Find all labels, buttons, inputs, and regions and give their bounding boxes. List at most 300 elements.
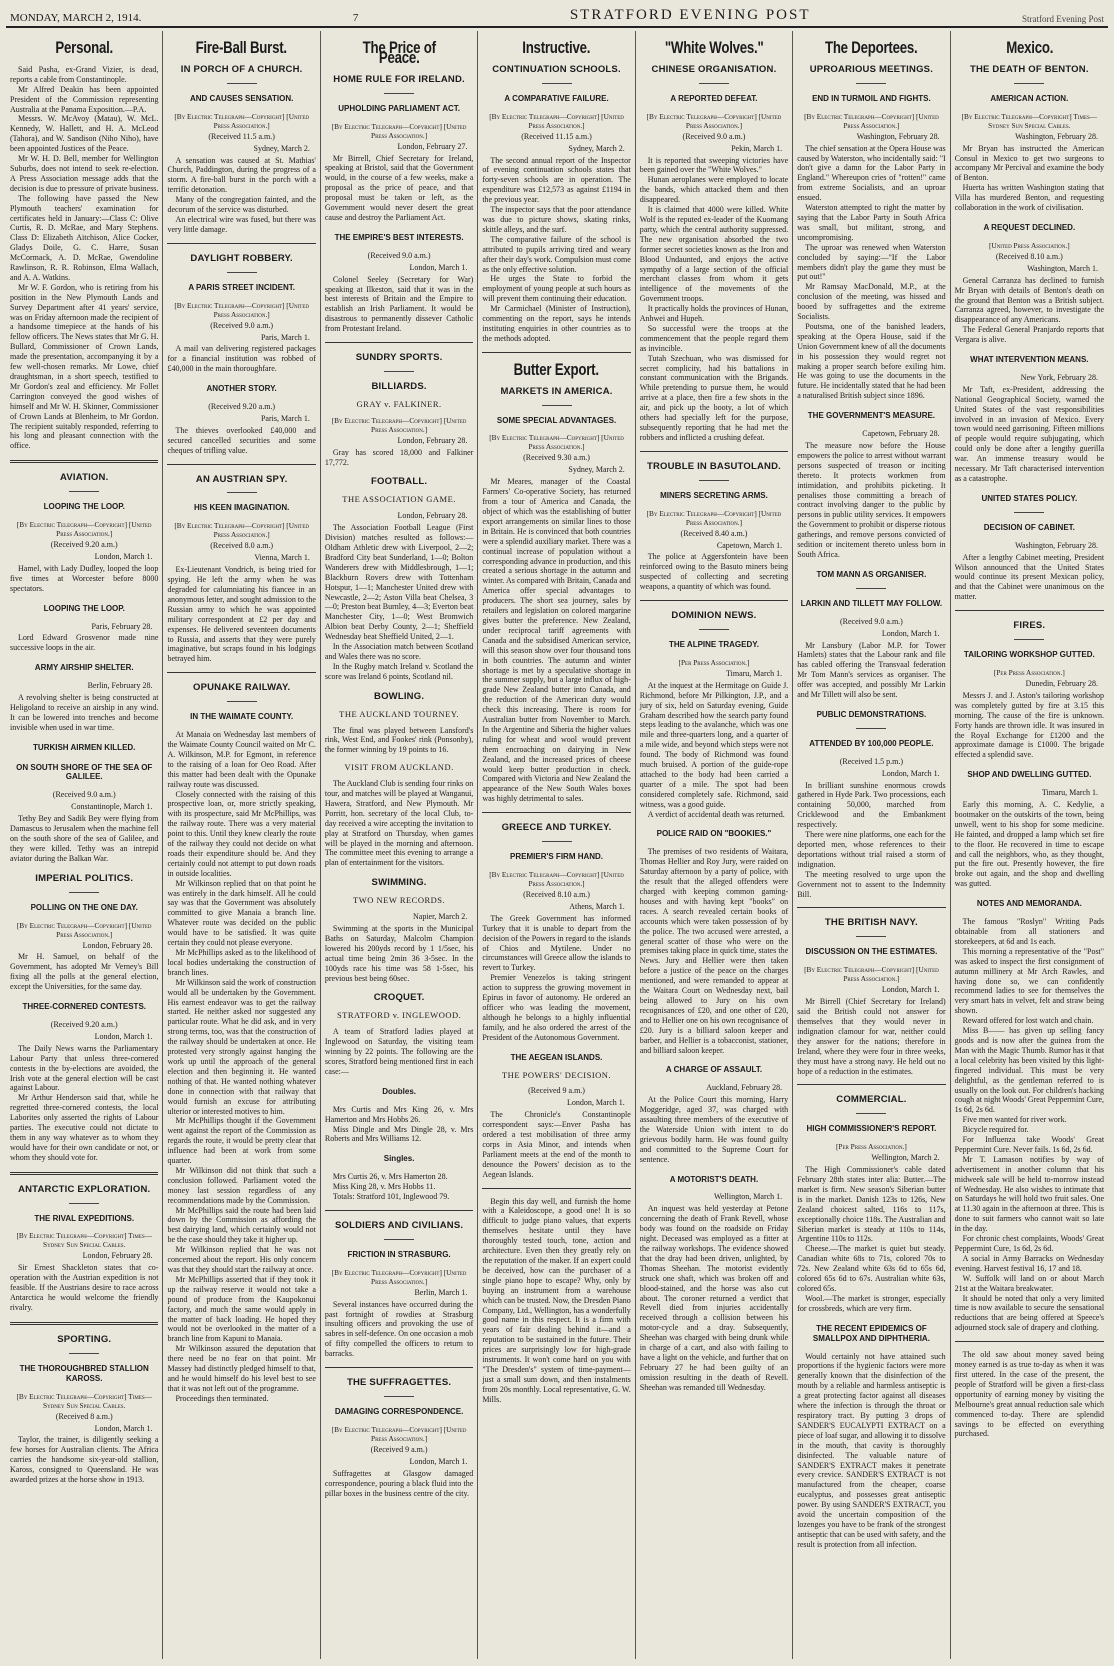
paragraph: Early this morning, A. C. Kedylie, a bootmaker on the outskirts of the town, being unwell, went to his shop for some medicine. He fainted, and dropped a lamp which set fire to the floor. He recovered in time to escape and call the neighbors, who, as they thought, put the fire out. Presently however, the fire broke out again, and the shop and dwelling was gutted.	[954, 800, 1105, 889]
section-title: The Deportees.	[825, 38, 918, 57]
subheadline: END IN TURMOIL AND FIGHTS.	[812, 93, 931, 103]
divider	[482, 812, 630, 813]
paragraph: It practically holds the provinces of Hunan, Anhwei and Hupeh.	[639, 304, 789, 324]
divider	[227, 492, 257, 493]
paragraph: Mr Wilkinson assured the deputation that there need be no fear on that point. Mr Massey had distinctly pledged himself to that, and he would himself do his level best to see that it was not left out of the programme.	[167, 1344, 316, 1393]
dateline: Capetown, February 28.	[862, 429, 940, 439]
divider	[227, 272, 257, 273]
paragraph: At the inquest at the Hermitage on Guide J. Richmond, before Mr Pilkington, J.P., and a jury of six, held on Saturday evening, Guide Graham described how the search party found steps leading to the avalanche, which was one mile and three-quarters long, and a quarter of a mile wide, and beyond which steps were not found. The body of Richmond was found much bruised. A portion of the guide-rope attached to the body had been carried a quarter of a mile. The spot had been considered completely safe. Richmond, said witness, was a good guide.	[639, 680, 789, 809]
paragraph: There were nine platforms, one each for the deported men, whose references to their deportations without trial raised a storm of indignation.	[797, 830, 946, 869]
paragraph: A social in Army Barracks on Wednesday evening. Harvest festival 16, 17 and 18.	[954, 1253, 1105, 1273]
paragraph: The High Commissioner's cable dated February 28th states inter alia: Butter.—The market is firm. New season's Siberian butter is in the market. Danish 123s to 126s, New Zealand choicest salted, 116s to 117s, exceptionally choice 118s. The Australian and Siberian market is steady at 110s to 114s, Argentine 110s to 112s.	[797, 1165, 946, 1244]
paragraph: Mr Birrell (Chief Secretary for Ireland) said the British could not answer for themselves that they would never in indignation clamour for war, neither could they answer for the nations; therefore in Ireland, where they were four in three weeks, they must have a strong navy. He held out no hope of a reduction in the estimates.	[797, 997, 946, 1076]
subheadline: THE EMPIRE'S BEST INTERESTS.	[334, 232, 464, 242]
headline: SUNDRY SPORTS.	[355, 352, 443, 364]
divider	[640, 600, 788, 601]
subheadline: THE ALPINE TRAGEDY.	[669, 639, 759, 649]
paragraph: Mrs Curtis 26, v. Mrs Hamerton 28.	[332, 1172, 448, 1182]
paragraph: A verdict of accidental death was returned.	[647, 809, 785, 819]
column-4	[478, 31, 635, 1659]
subheadline: MINERS SECRETING ARMS.	[660, 490, 768, 500]
wire-credit: [By Electric Telegraph—Copyright] [United Press Association.]	[804, 965, 939, 984]
divider	[10, 1172, 158, 1175]
paragraph: Waterston attempted to right the matter by saying that the Labor Party in South Africa was small, but militant, strong, and uncompromising.	[797, 203, 946, 242]
headline: CROQUET.	[373, 992, 425, 1004]
headline: OPUNAKE RAILWAY.	[192, 682, 291, 694]
paragraph: It is reported that sweeping victories have been gained over the "White Wolves."	[639, 155, 789, 175]
dateline: Paris, March 1.	[260, 332, 310, 342]
wire-credit: [By Electric Telegraph—Copyright] [United Press Association.]	[489, 433, 624, 452]
subheadline: SOME SPECIAL ADVANTAGES.	[496, 415, 617, 425]
dateline: Sydney, March 2.	[568, 143, 625, 153]
divider	[856, 588, 886, 589]
paragraph: Tutah Szechuan, who was dismissed for secret complicity, had his battalions in constant communication with the Brigands. While pretending to pursue them, he would arrive at a place, then fire a few shots in the air, and pick up the booty, a lot of which others had specially left for the purpose, subsequently reporting that he had met the robbers and inflicted a crushing defeat.	[639, 353, 789, 442]
received-time: (Received 8.10 a.m.)	[995, 251, 1063, 261]
paragraph: It should be noted that only a very limited time is now available to secure the sensational reductions that are being offered at Speece's adjourned stock sale of drapery and clothing.	[954, 1293, 1105, 1333]
divider	[955, 1341, 1104, 1342]
subheadline: TWO NEW RECORDS.	[353, 895, 446, 906]
paragraph: The thieves overlooked £40,000 and secured cancelled securities and some cheques of trifling value.	[167, 425, 316, 455]
dateline: London, February 28.	[397, 435, 468, 445]
dateline: Wellington, March 2.	[871, 1153, 940, 1163]
paragraph: Would certainly not have attained such proportions if the hygienic factors were more generally known that the disinfection of the mouth by a reliable and harmless antiseptic is a great protecting factor against all diseases where the infection is through the throat or respiratory tract. By putting 3 drops of SANDER'S EUCALYPTI EXTRACT on a piece of loaf sugar, and allowing it to dissolve in the mouth, that cavity is thoroughly disinfected. The valuable nature of SANDER'S EXTRACT makes it penetrate every crevice. SANDER'S EXTRACT is not manufactured from the cheaper, coarse eucalyptus, and possesses great antiseptic power. By using SANDER'S EXTRACT, you avoid the uncertain composition of the lozenges you have to be frank of the strongest antiseptic that can be used with safety, and the result is protection from all infection.	[797, 1351, 946, 1549]
subheadline: ANOTHER STORY.	[206, 384, 277, 394]
received-time: (Received 9.20 a.m.)	[208, 402, 276, 412]
divider	[167, 464, 315, 465]
headline: SOLDIERS AND CIVILIANS.	[334, 1219, 464, 1231]
wire-credit: [By Electric Telegraph—Copyright] [United Press Association.]	[489, 111, 624, 130]
subheadline: TURKISH AIRMEN KILLED.	[33, 742, 136, 752]
headline: DOMINION NEWS.	[671, 610, 757, 622]
divider	[384, 371, 414, 372]
divider	[699, 629, 729, 630]
wire-credit: [United Press Association.]	[989, 240, 1070, 250]
divider	[10, 460, 158, 463]
paragraph: Wool.—The market is stronger, especially for crossbreds, which are very firm.	[797, 1293, 946, 1313]
subheadline: GRAY v. FALKINER.	[356, 398, 442, 409]
paragraph: Huerta has written Washington stating that Villa has murdered Benton, and requesting collaboration in the work of civilisation.	[954, 183, 1105, 213]
wire-credit: [By Electric Telegraph—Copyright] [United Press Association.]	[331, 1267, 467, 1286]
received-time: (Received 8 a.m.)	[55, 1411, 113, 1421]
paragraph: A mail van delivering registered packages for a financial institution was robbed of £40,000 in the main thoroughfare.	[167, 344, 316, 374]
paragraph: In brilliant sunshine enormous crowds gathered in Hyde Park. Two processions, each containing 50,000, marched from Cricklewood and the Embankment respectively.	[797, 780, 946, 830]
paragraph: W. Suffolk will land on or about March 21st at the Waitara breakwater.	[954, 1273, 1105, 1293]
dateline: London, March 1.	[409, 1456, 468, 1466]
received-time: (Received 9.0 a.m.)	[367, 250, 431, 260]
paragraph: The Greek Government has informed Turkey that it is unable to depart from the decision of the Powers in regard to the islands of Chios and Mytilene. Under no circumstances will Greece allow the islands to revert to Turkey.	[482, 913, 631, 973]
dateline: London, March 1.	[409, 262, 468, 272]
dateline: Washington, March 1.	[1027, 263, 1099, 273]
paragraph: Ex-Lieutenant Vondrich, is being tried for spying. He left the army when he was degraded for calumniating his fiancee in an anonymous letter, and sought admission to the Russian army to which he was appointed military correspondent at £2 per day and expenses. He delivered seventeen documents to Russia, and asserts that they were purely imaginative, but scraps found in his lodgings betrayed him.	[167, 565, 316, 664]
paragraph: This morning a representative of the "Post" was asked to inspect the first consignment of autumn millinery at Mr Arch Rawles, and having done so, we can confidently recommend ladies to see for themselves the very smart hats in velvet, felt and straw being shown.	[954, 946, 1105, 1016]
subheadline: Doubles.	[382, 1086, 416, 1096]
headline: GREECE AND TURKEY.	[501, 822, 612, 834]
subheadline: THE THOROUGHBRED STALLION KAROSS.	[19, 1363, 149, 1383]
dateline: Sydney, March 2.	[568, 465, 625, 475]
received-time: (Received 11.5 a.m.)	[208, 131, 275, 141]
subheadline: THE POWERS' DECISION.	[501, 1069, 612, 1080]
paragraph: The second annual report of the Inspector of evening continuation schools states that forty-seven schools are in operation. The expenditure was £12,573 as against £1194 in the previous year.	[482, 155, 631, 205]
wire-credit: [By Electric Telegraph—Copyright] [United Press Association.]	[331, 415, 467, 434]
paragraph: For chronic chest complaints, Woods' Great Peppermint Cure, 1s 6d, 2s 6d.	[954, 1234, 1105, 1253]
paragraph: It is claimed that 4000 were killed. White Wolf is the reputed ex-leader of the Kuomang party, which the central authority suppressed. The new organisation absorbed the two former secret societies known as the Iron and Blood Undaunted, and enjoys the active sympathy of a large section of the official merchant classes from whom it gets intelligence of the movements of the Government troops.	[639, 205, 789, 304]
paragraph: Lord Edward Grosvenor made nine successive loops in the air.	[10, 633, 159, 653]
dateline: London, March 1.	[94, 1031, 153, 1041]
subheadline: A REPORTED DEFEAT.	[670, 93, 758, 103]
divider	[856, 83, 886, 84]
subheadline: A COMPARATIVE FAILURE.	[504, 93, 609, 103]
paragraph: Mr Birrell, Chief Secretary for Ireland, speaking at Bristol, said that the Government would, in the course of a few weeks, make a proposal as the price of peace, and that proposal must be taken or left, as the Government would never desert the great cause and destroy the Parliament Act.	[324, 153, 474, 222]
subheadline: VISIT FROM AUCKLAND.	[344, 762, 454, 773]
received-time: (Received 9 a.m.)	[370, 1444, 428, 1454]
headline: THE SUFFRAGETTES.	[346, 1377, 452, 1389]
divider	[1014, 639, 1044, 640]
dateline: London, March 1.	[566, 1098, 625, 1108]
received-time: (Received 9.20 a.m.)	[50, 540, 118, 550]
headline: TROUBLE IN BASUTOLAND.	[646, 460, 781, 472]
divider	[1014, 83, 1044, 84]
masthead-right: Stratford Evening Post	[1021, 14, 1104, 24]
headline: AN AUSTRIAN SPY.	[195, 473, 288, 485]
received-time: (Received 8.10 a.m.)	[523, 890, 590, 899]
paragraph: Mr T. Lamason notifies by way of advertisement in another column that his midweek sale will be held to-morrow instead of Wednesday. He also wishes to intimate that on Saturdays he will hold two fruit sales. One at 11.30 again in the afternoon at three. This is done to suit farmers who cannot wait so late in the day.	[954, 1154, 1105, 1234]
divider	[227, 701, 257, 702]
headline: SPORTING.	[57, 1333, 112, 1345]
paragraph: Mr Carmichael (Minister of Instruction), commenting on the report, says he intends instituting enquiries in other countries as to the methods adopted.	[482, 304, 631, 343]
divider	[797, 907, 945, 908]
paragraph: Miss B—— has given up selling fancy goods and is now after the guinea from the Man with the Magic Thumb. Rumor has it that a local celebrity has been visited by this light-fingered individual. This must be very delightful, as the gentleman referred to is usually on the look out. For children's hacking cough at night Woods' Great Peppermint Cure, 1s 6d, 2s 6d.	[954, 1026, 1105, 1115]
paragraph: The Chronicle's Constantinople correspondent says:—Enver Pasha has ordered a test mobilisation of three army corps in Asia Minor, and intends when Parliament meets at the end of the month to denounce the Powers' decision as to the Aegean Islands.	[482, 1110, 631, 1179]
received-time: (Received 9.0 a.m.)	[52, 790, 116, 800]
subheadline: AND CAUSES SENSATION.	[189, 93, 294, 103]
paragraph: Mr Wilkinson did not think that such a conclusion followed. Parliament voted the money last session regardless of any recommendations made by the Commission.	[167, 1165, 316, 1205]
paragraph: The uproar was renewed when Waterston concluded by saying:—"If the Labor members didn't play the game they must be put out!"	[797, 242, 946, 282]
dateline: Timaru, March 1.	[726, 668, 783, 678]
paragraph: Miss Dingle and Mrs Dingle 28, v. Mrs Roberts and Mrs Williams 12.	[324, 1124, 474, 1144]
paragraph: Mr Arthur Henderson said that, while he regretted three-cornered contests, the local Laborites only asserted the rights of Labour parties. The executive could not dictate to them in any way whatever as to whom they would have for their own candidate or not, or whom they should vote for.	[10, 1093, 159, 1162]
subheadline: HIGH COMMISSIONER'S REPORT.	[806, 1124, 937, 1134]
section-title: Instructive.	[522, 38, 591, 57]
issue-date: MONDAY, MARCH 2, 1914.	[10, 12, 142, 24]
wire-credit: [By Electric Telegraph—Copyright] [United Press Association.]	[174, 300, 309, 319]
dateline: London, March 1.	[881, 628, 940, 638]
dateline: Athens, March 1.	[569, 901, 625, 911]
subheadline: THREE-CORNERED CONTESTS.	[22, 1002, 146, 1012]
paragraph: Poutsma, one of the banished leaders, speaking at the Opera House, said if the Union Government knew of all the documents in his possession they would regret not making a proper search before exiling him. He was going to use the documents in the future. He incidentally stated that he had been a naturalised British subject since 1896.	[797, 321, 946, 401]
subheadline: THE ASSOCIATION GAME.	[342, 494, 456, 505]
paragraph: Mrs Curtis and Mrs King 26, v. Mrs Hamerton and Mrs Hobbs 26.	[324, 1104, 474, 1124]
dateline: Pekin, March 1.	[731, 143, 783, 153]
subheadline: DAMAGING CORRESPONDENCE.	[334, 1407, 464, 1416]
column-6	[793, 31, 950, 1659]
wire-credit: [Per Press Association.]	[678, 657, 750, 667]
dateline: London, February 28.	[82, 1251, 153, 1261]
paragraph: In the Rugby match Ireland v. Scotland the score was Ireland 6 points, Scotland nil.	[324, 661, 474, 681]
paragraph: The comparative failure of the school is attributed to pupils arriving tired and weary after their day's work. Compulsion must come as the only effective solution.	[482, 234, 631, 274]
paragraph: Mr Ramsay MacDonald, M.P., at the conclusion of the meeting, was hissed and booed by suffragettes and the extreme Socialists.	[797, 282, 946, 322]
paragraph: So successful were the troops at the commencement that the people regard them as invincible.	[639, 323, 789, 353]
received-time: (Received 11.15 a.m.)	[521, 131, 592, 141]
paragraph: Taylor, the trainer, is diligently seeking a few horses for Australian clients. The Africa carries the handsome six-year-old stallion, Kaross, consigned to Queensland. He was awarded prizes at the horse show in 1913.	[10, 1435, 159, 1485]
paragraph: A sensation was caused at St. Mathias' Church, Paddington, during the progress of a storm. A fire-ball burst in the porch with a terrific detonation.	[167, 155, 316, 195]
divider	[542, 83, 572, 84]
subheadline: STRATFORD v. INGLEWOOD.	[336, 1010, 462, 1021]
paragraph: The final was played between Lansford's rink, West End, and Fookes' rink (Ponsonby), the former winning by 19 points to 16.	[324, 725, 474, 755]
paragraph: The premises of two residents of Waitara, Thomas Hellier and Roy Jury, were raided on Saturday afternoon by a party of police, with the result that the alleged offenders were charged with keeping common gaming-houses and with having kept "books" on races. A search revealed certain books of accounts which were taken possession of by the police. The two accused were arrested, a general scatter of those who were on the premises taking place in quick time, states the News. Jury and Hellier were then taken before a justice of the peace on the charges mentioned, and were remanded to appear at the Waitara Court on Wednesday next, bail being allowed to Jury on his own recognisances of £20, and one other of £20, and to Hellier one on his own recognisance of £20. Jury is a billiard saloon keeper and barber, and Hellier is a tobacconist, stationer, and billiard saloon keeper.	[639, 847, 789, 1055]
paragraph: Tethy Bey and Sadik Bey were flying from Damascus to Jerusalem when the machine fell on the south shore of the sea of Galilee, and they were killed. Tethy was an intrepid aviator during the Balkan War.	[10, 814, 159, 863]
subheadline: Singles.	[383, 1154, 415, 1164]
headline: CHINESE ORGANISATION.	[651, 63, 777, 75]
paragraph: In the Association match between Scotland and Wales there was no score.	[324, 642, 474, 661]
divider	[955, 610, 1104, 611]
paragraph: A revolving shelter is being constructed at Heligoland to receive an airship in any wind. It can be lowered into trenches and become invisible when used in war time.	[10, 693, 159, 732]
divider	[325, 342, 473, 343]
dateline: London, March 1.	[94, 1423, 153, 1433]
divider	[69, 1203, 99, 1204]
paragraph: For Influenza take Woods' Great Peppermint Cure. Never fails. 1s 6d, 2s 6d.	[954, 1135, 1105, 1154]
subheadline: THE AEGEAN ISLANDS.	[510, 1052, 603, 1062]
paragraph: Premier Venezelos is taking stringent action to suppress the growing movement in Epirus in favor of autonomy. He ordered an officer who was leading the movement, although he belongs to a highly influential family, and he also ordered the arrest of the President of the Autonomous Government.	[482, 973, 631, 1042]
paragraph: Mr Wilkinson replied that he was not concerned about the report. His only concern was that they should start the railway at once.	[167, 1245, 316, 1274]
wire-credit: [By Electric Telegraph—Copyright] [United Press Association.]	[174, 111, 309, 130]
paragraph: Bicycle required for.	[962, 1125, 1029, 1135]
dateline: Sydney, March 2.	[253, 143, 310, 153]
subheadline: THE GOVERNMENT'S MEASURE.	[807, 411, 936, 421]
divider	[325, 1210, 473, 1211]
paragraph: The Association Football League (First Division) matches resulted as follows:—Oldham Athletic drew with Liverpool, 2—2; Bradford City beat Sunderland, 1—0; Bolton Wanderers drew with Middlesbrough, 1—1; Blackburn Rovers drew with Tottenham Hotspur, 1—1; Manchester United drew with Newcastle, 2—2; Aston Villa beat Chelsea, 3—0; Preston beat Burnley, 4—3; Everton beat Manchester City, 1—0; West Bromwich Albion beat Derby County, 2—1; Sheffield Wednesday beat Sheffield United, 2—1.	[324, 523, 474, 642]
wire-credit: [By Electric Telegraph—Copyright] [United Press Association.]	[489, 870, 624, 888]
paragraph: Colonel Seeley (Secretary for War) speaking at Ilkeston, said that it was in the best interests of Britain and the Empire to establish an Irish Parliament. It would be disastrous to permanently dissever Catholic from Protestant Ireland.	[324, 274, 474, 334]
subheadline: HIS KEEN IMAGINATION.	[193, 503, 290, 513]
wire-credit: [Per Press Association.]	[993, 667, 1065, 677]
received-time: (Received 9.0 a.m.)	[682, 131, 746, 141]
dateline: New York, February 28.	[1020, 372, 1099, 382]
subheadline: UNITED STATES POLICY.	[981, 493, 1078, 503]
paragraph: The measure now before the House empowers the police to arrest without warrant persons suspected of treason or inciting thereto. It protects workmen from intimidation, and prohibits picketing. It penalises those committing a breach of contract involving danger to the public by persons in public utility services. It empowers the Government to prohibit or disperse riotous gatherings, and remove persons convicted of sedition or incitement thereto unless born in South Africa.	[797, 441, 946, 559]
paragraph: Mr Alfred Deakin has been appointed President of the Commission representing Australia at the Panama Exposition.—P.A.	[10, 84, 159, 114]
paragraph: At Manaia on Wednesday last members of the Waimate County Council waited on Mr C. A. Wilkinson, M.P. for Egmont, in reference to the raising of a loan for Oeo Road. After this matter had been dealt with the Opunake railway route was discussed.	[167, 730, 316, 789]
divider	[542, 841, 572, 842]
received-time: (Received 9 a.m.)	[528, 1086, 585, 1096]
divider	[167, 243, 315, 244]
divider	[69, 1353, 99, 1354]
divider	[797, 1084, 945, 1085]
paragraph: Mr Bryan has instructed the American Consul in Mexico to get two surgeons to accompany Mr Percival and examine the body of Benton.	[954, 143, 1105, 183]
headline: AVIATION.	[60, 472, 109, 484]
headline: BILLIARDS.	[371, 380, 427, 392]
section-title: The Price of Peace.	[362, 38, 436, 67]
section-title: Mexico.	[1005, 38, 1053, 57]
wire-credit: [By Electric Telegraph—Copyright] [United Press Association.]	[331, 1424, 467, 1443]
headline: COMMERCIAL.	[836, 1094, 907, 1106]
wire-credit: [By Electric Telegraph—Copyright] [United Press Association.]	[646, 508, 782, 527]
paragraph: Totals: Stratford 101, Inglewood 79.	[332, 1192, 450, 1202]
divider	[69, 892, 99, 893]
headline: ANTARCTIC EXPLORATION.	[18, 1183, 151, 1195]
divider	[384, 1239, 414, 1240]
column-3	[321, 31, 478, 1659]
paragraph: Hunan aeroplanes were employed to locate the bands, which attacked them and then disappeared.	[639, 175, 789, 205]
paragraph: Messrs. W. McAvoy (Matau), W. McL. Kennedy, W. Hallett, and H. A. McLeod (Tahora), and W. Sandison (Niho Niho), have been appointed Justices of the Peace.	[10, 114, 159, 154]
received-time: (Received 9.0 a.m.)	[210, 320, 274, 330]
received-time: (Received 1.5 p.m.)	[839, 756, 904, 766]
divider	[1014, 512, 1044, 513]
paragraph: Miss King 28, v. Mrs Hobbs 11.	[332, 1182, 436, 1192]
divider	[482, 352, 630, 353]
paragraph: The famous "Roslyn" Writing Pads obtainable from all stationers and storekeepers, at 6d and 1s each.	[954, 917, 1105, 946]
subheadline: POLICE RAID ON "BOOKIES."	[656, 829, 772, 839]
wire-credit: [By Electric Telegraph—Copyright] Times—Sydney Sun Special Cables.	[961, 111, 1098, 130]
paragraph: The police at Aggersfontein have been reinforced owing to the Basuto miners being suspected of collecting and secreting weapons, a quantity of which was found.	[639, 552, 789, 592]
paragraph: The meeting resolved to urge upon the Government not to assent to the Indemnity Bill.	[797, 869, 946, 899]
headline: HOME RULE FOR IRELAND.	[333, 73, 465, 85]
masthead	[6, 4, 1108, 28]
subheadline: LOOPING THE LOOP.	[43, 603, 125, 613]
headline: SWIMMING.	[371, 877, 427, 889]
columns-container	[6, 31, 1108, 1659]
paragraph: Sir Ernest Shackleton states that co-operation with the Austrian expedition is not feasible. If the Austrians desire to race across Antarctica he would welcome the friendly rivalry.	[10, 1263, 159, 1312]
dateline: Timaru, March 1.	[1041, 788, 1099, 798]
paragraph: Suffragettes at Glasgow damaged correspondence, pouring a black fluid into the pillar boxes in the business centre of the city.	[324, 1468, 474, 1498]
paragraph: Begin this day well, and furnish the home with a Kaleidoscope, a good one! It is so difficult to judge piano values, that experts themselves hesitate until they have thoroughly tested touch, tone, action and architecture. Even then they greatly rely on the reputation of the maker. If an expert could be deceived, how can the purchaser of a single piano hope to escape? Why, only by buying an instrument from a warehouse which can be trusted. Now, the Dresden Piano Company, Ltd., Wellington, has a wonderfully good name in this respect. It is a firm with years of fair dealing behind it—and a reputation to be sustained in the future. Their prices are surprisingly low for high-grade instruments. It won't come hard on you with "The Dresden's" system of time-payment—just a small sum down, and then instalments from 20s monthly. Local representative, G. W. Mills.	[482, 1196, 631, 1404]
subheadline: NOTES AND MEMORANDA.	[976, 899, 1082, 909]
headline: DAYLIGHT ROBBERY.	[190, 252, 293, 264]
dateline: Paris, February 28.	[91, 621, 153, 631]
wire-credit: [By Electric Telegraph—Copyright] [United Press Association.]	[331, 121, 467, 140]
dateline: Paris, March 1.	[260, 413, 310, 423]
subheadline: LARKIN AND TILLETT MAY FOLLOW.	[800, 598, 943, 608]
subheadline: TOM MANN AS ORGANISER.	[816, 569, 927, 579]
paragraph: Messrs J. and J. Aston's tailoring workshop was completely gutted by fire at 3.15 this morning. The cause of the fire is unknown. Forty hands are thrown idle. It was insured in the Royal Exchange for £1200 and the approximate damage is £1000. The brigade effected a splendid save.	[954, 690, 1105, 760]
paragraph: The following have passed the New Plymouth teachers' examination for certificates held in January:—Class C: Olive Curtis, R. D. McRae, and Mary Stephens. Class D: Elizabeth Aitchison, Alice Cocker, Gladys Doile, G. C. Harre, Susan McCormack, A. D. McRae, Gwendoline Rawlinson, R. R. Robinson, Elma Wallach, and A. A. Watkins.	[10, 193, 159, 282]
subheadline: WHAT INTERVENTION MEANS.	[970, 355, 1089, 365]
paragraph: Mr Lansbury (Labor M.P. for Tower Hamlets) states that the Labour rank and file has cabled offering the Transvaal federation Mr Tom Mann's services as organiser. The offer was accepted, and possibly Mr Larkin and Mr Tillett will also be sent.	[797, 640, 946, 700]
subheadline: TAILORING WORKSHOP GUTTED.	[963, 650, 1095, 660]
paragraph: Mr McPhillips said the route had been laid down by the Commission as affording the best dairying land, which certainly would not be the case should they take it higher up.	[167, 1205, 316, 1245]
divider	[542, 405, 572, 406]
subheadline: THE RECENT EPIDEMICS OF SMALLPOX AND DIPHTHERIA.	[812, 1323, 930, 1343]
paragraph: Reward offered for lost watch and chain.	[962, 1016, 1094, 1026]
paragraph: The Daily News warns the Parliamentary Labour Party that unless three-cornered contests in the by-elections are avoided, the Irish vote at the general election will be cast against Labour.	[10, 1043, 159, 1093]
subheadline: DISCUSSION ON THE ESTIMATES.	[805, 947, 938, 957]
wire-credit: [By Electric Telegraph—Copyright] [United Press Association.]	[174, 521, 309, 540]
divider	[227, 83, 257, 84]
paragraph: Mr McPhillips asserted that if they took it up the railway reserve it would not take a pound of produce from the Kaupokonui factory, and much the same would apply in the matter of back loading. He hoped they would not be overlooked in the matter of a branch line from Kapuni to Manaia.	[167, 1274, 316, 1344]
paragraph: Mr H. Samuel, on behalf of the Government, has adopted Mr Verney's Bill fixing all the polls at the general election, except the Universities, for the same day.	[10, 952, 159, 992]
received-time: (Received 9.0 a.m.)	[839, 616, 903, 626]
paragraph: Mr W. F. Gordon, who is retiring from his position in the New Plymouth Lands and Survey Department after 41 years' service, was on Friday afternoon made the recipient of a handsome timepiece at the hands of his fellow officers. The News states that Mr G. H. Bullard, Commissioner of Crown Lands, made the presentation, accompanying it by a few well-chosen remarks. Mr Lowe, chief draughtsman, in a short speech, testified to Mr Gordon's zeal and efficiency. Mr Follet Carrington conveyed the good wishes of himself and Mr W. H. Skinner, Commissioner of Crown Lands at Blenheim, to Mr Gordon. The recipient suitably responded, referring to his long and pleasant connection with the office.	[10, 282, 159, 451]
subheadline: POLLING ON THE ONE DAY.	[30, 902, 138, 912]
dateline: Capetown, March 1.	[716, 540, 783, 550]
dateline: London, February 28.	[397, 511, 468, 521]
wire-credit: [By Electric Telegraph—Copyright] [United Press Association.]	[16, 920, 152, 939]
headline: FIRES.	[1013, 620, 1046, 632]
headline: CONTINUATION SCHOOLS.	[492, 63, 621, 75]
paragraph: Mr McPhillips thought if the Government went against the report of the Commission as regards the route, it would be pretty clear that influence had been at work from some quarter.	[167, 1116, 316, 1166]
paragraph: The chief sensation at the Opera House was caused by Waterston, who incidentally said: "I don't give a damn for the Labor Party in England." Whereupon cries of "rotten!" came from extreme Socialists, and an uproar ensued.	[797, 143, 946, 203]
wire-credit: [By Electric Telegraph—Copyright] [United Press Association.]	[804, 111, 939, 130]
subheadline: A PARIS STREET INCIDENT.	[188, 282, 295, 292]
divider	[10, 1322, 158, 1325]
dateline: Constantinople, March 1.	[71, 802, 153, 812]
paragraph: A team of Stratford ladies played at Inglewood on Saturday, the visiting team winning by 22 points. The following are the scores, Stratford being mentioned first in each case:—	[324, 1027, 474, 1076]
headline: MARKETS IN AMERICA.	[500, 385, 613, 397]
headline: THE DEATH OF BENTON.	[969, 63, 1089, 75]
section-title: Fire-Ball Burst.	[196, 38, 288, 57]
divider	[384, 93, 414, 94]
headline: IMPERIAL POLITICS.	[35, 872, 134, 884]
dateline: Washington, February 28.	[1015, 540, 1099, 550]
subheadline: A MOTORIST'S DEATH.	[669, 1174, 759, 1184]
paragraph: General Carranza has declined to furnish Mr Bryan with details of Benton's death on the ground that Benton was a British subject. Carranza agreed, however, to investigate the disappearance of any Americans.	[954, 275, 1105, 325]
paragraph: Swimming at the sports in the Municipal Baths on Saturday, Malcolm Champion lowered his 200yds record by 1 1/5sec, his actual time being 2min 36 3-5sec. In the 100yds race his time was 58 1-5sec, his previous best being 60sec.	[324, 924, 474, 983]
subheadline: SHOP AND DWELLING GUTTED.	[967, 770, 1092, 780]
column-1	[6, 31, 163, 1659]
dateline: Vienna, March 1.	[254, 553, 310, 563]
subheadline: IN THE WAIMATE COUNTY.	[190, 712, 294, 722]
section-title: Butter Export.	[513, 359, 600, 379]
divider	[640, 451, 788, 452]
divider	[384, 1396, 414, 1397]
headline: BOWLING.	[374, 690, 425, 702]
paragraph: Mr Wilkinson replied that on that point he was entirely in the dark himself. All he could say was that the Government was absolutely committed to give Manaia a branch line. Whatever route was decided on the public would have to be satisfied. It was quite certain they could not please everyone.	[167, 878, 316, 948]
divider	[699, 83, 729, 84]
section-title: Personal.	[55, 38, 114, 57]
divider	[856, 936, 886, 937]
headline: IN PORCH OF A CHURCH.	[180, 63, 303, 75]
dateline: Berlin, February 28.	[87, 681, 153, 691]
paragraph: Mr Meares, manager of the Coastal Farmers' Co-operative Society, has returned from a tour of America and Canada, the object of which was the establishing of butter export arrangements on similar lines to those in Britain. He is convinced that both countries were a splendid auxiliary market. There was a continual increase of population without a corresponding advance in production, and this created a serious shortage in the autumn and winter. As compared with Britain, Canada and America offer special advantages to producers. The short sea journey, sales by retailers and legislation on colored margarine gives butter the preference. New Zealand, under reciprocal tariff agreements with Canada and the subsidised American service, will this season show over four thousand tons in both countries. The autumn and winter shortage is met by a speculative shortage in the summer supply, but a large influx of high-grade New Zealand butter into Canada, and the reduction of the American duty would check this increasing. There is room for Australian butter from November to March. In the Argentine and Siberia the higher values ruling for wheat and wool would prevent them encroaching on dairying in New Zealand, and the increased prices of cheese would keep butter production in check. Compared with Victoria and New Zealand the appearance of the New South Wales boxes was highly detrimental to sales.	[482, 477, 631, 804]
paragraph: An inquest was held yesterday at Petone concerning the death of Frank Revell, whose body was found on the roadside on Friday night. Deceased was employed as a fitter at the railway workshops. The evidence showed that the dray had been driven, unlighted, by Thomas Sheehan. The motorist evidently struck one shaft, which was broken off and blood-stained, and the horse was also cut about. The coroner returned a verdict that Revell died from injuries accidentally received through a collision between his motor-cycle and a dray. Subsequently, Sheehan was charged with being drunk while in charge of a cart, and also with failing to have a light on the vehicle, and further that on February 27 he had been guilty of an omission resulting in the death of Revell. Sheehan was remanded till Wednesday.	[639, 1204, 789, 1392]
subheadline: ARMY AIRSHIP SHELTER.	[34, 663, 134, 673]
subheadline: DECISION OF CABINET.	[983, 522, 1075, 532]
received-time: (Received 9.20 a.m.)	[50, 1019, 118, 1029]
divider	[167, 672, 315, 673]
dateline: Dunedin, February 28.	[1025, 678, 1099, 688]
column-2	[163, 31, 320, 1659]
paragraph: Mr Taft, ex-President, addressing the National Geographical Society, warned the United States of the vast responsibilities involved in an invasion of Mexico. Every town would need garrisoning. Fifteen millions of people would require subjugating, which could only be done after a lengthy guerilla war. An immense treasury would be necessary. Mr Taft characterised intervention as a catastrophe.	[954, 384, 1105, 483]
paragraph: Gray has scored 18,000 and Falkiner 17,772.	[324, 447, 474, 467]
dateline: London, February 28.	[82, 940, 153, 950]
page-number: 7	[352, 12, 359, 24]
dateline: Auckland, February 28.	[706, 1083, 783, 1093]
paragraph: Many of the congregation fainted, and the decorum of the service was disturbed.	[167, 195, 316, 215]
subheadline: A REQUEST DECLINED.	[983, 222, 1076, 232]
paragraph: He urges the State to forbid the employment of young people at such hours as will prevent them continuing their education.	[482, 274, 631, 304]
divider	[325, 1367, 473, 1368]
subheadline: ATTENDED BY 100,000 PEOPLE.	[809, 738, 934, 748]
received-time: (Received 8.40 a.m.)	[680, 528, 748, 538]
dateline: London, March 1.	[881, 985, 940, 995]
dateline: Wellington, March 1.	[713, 1192, 783, 1202]
dateline: Washington, February 28.	[1015, 131, 1099, 141]
dateline: Washington, February 28.	[856, 131, 940, 141]
section-title: "White Wolves."	[664, 38, 764, 57]
divider	[856, 728, 886, 729]
paragraph: Mr Wilkinson said the work of construction would all be undertaken by the Government. His earnest endeavor was to get the railway started. He neither asked nor suggested any particular route. What he did ask, and in very strong terms, too, was that the construction of the railway should be undertaken at once. He protested very strongly against hanging the work up until the approach of the general election and then beginning it. He wanted nothing of that. He wanted nothing whatever done in connection with that railway that would furnish an excuse for attributing ulterior or interested motives to him.	[167, 977, 316, 1116]
wire-credit: [By Electric Telegraph—Copyright] Times—Sydney Sun Special Cables.	[16, 1391, 152, 1410]
paragraph: Cheese.—The market is quiet but steady. Canadian white 68s to 71s, colored 70s to 72s. New Zealand white 63s 6d to 65s 6d, colored 65s 6d to 67s. Australian white 63s, colored 65s.	[797, 1244, 946, 1293]
subheadline: THE AUCKLAND TOURNEY.	[339, 708, 459, 719]
paragraph: Five men wanted for river work.	[962, 1115, 1067, 1125]
paragraph: The Federal General Pranjardo reports that Vergara is alive.	[954, 325, 1105, 345]
paragraph: After a lengthy Cabinet meeting, President Wilson announced that the United States would continue its present Mexican policy, and that the Cabinet were unanimous on the matter.	[954, 552, 1105, 602]
paragraph: The inspector says that the poor attendance was due to picture shows, skating rinks, skittle alleys, and the surf.	[482, 205, 631, 234]
headline: FOOTBALL.	[371, 476, 428, 488]
paragraph: At the Police Court this morning, Harry Moggeridge, aged 37, was charged with assaulting three members of the executive of the Waterside Union with intent to do grievous bodily harm. He was found guilty and committed to the Supreme Court for sentence.	[639, 1095, 789, 1164]
dateline: London, March 1.	[94, 551, 153, 561]
divider	[856, 1113, 886, 1114]
